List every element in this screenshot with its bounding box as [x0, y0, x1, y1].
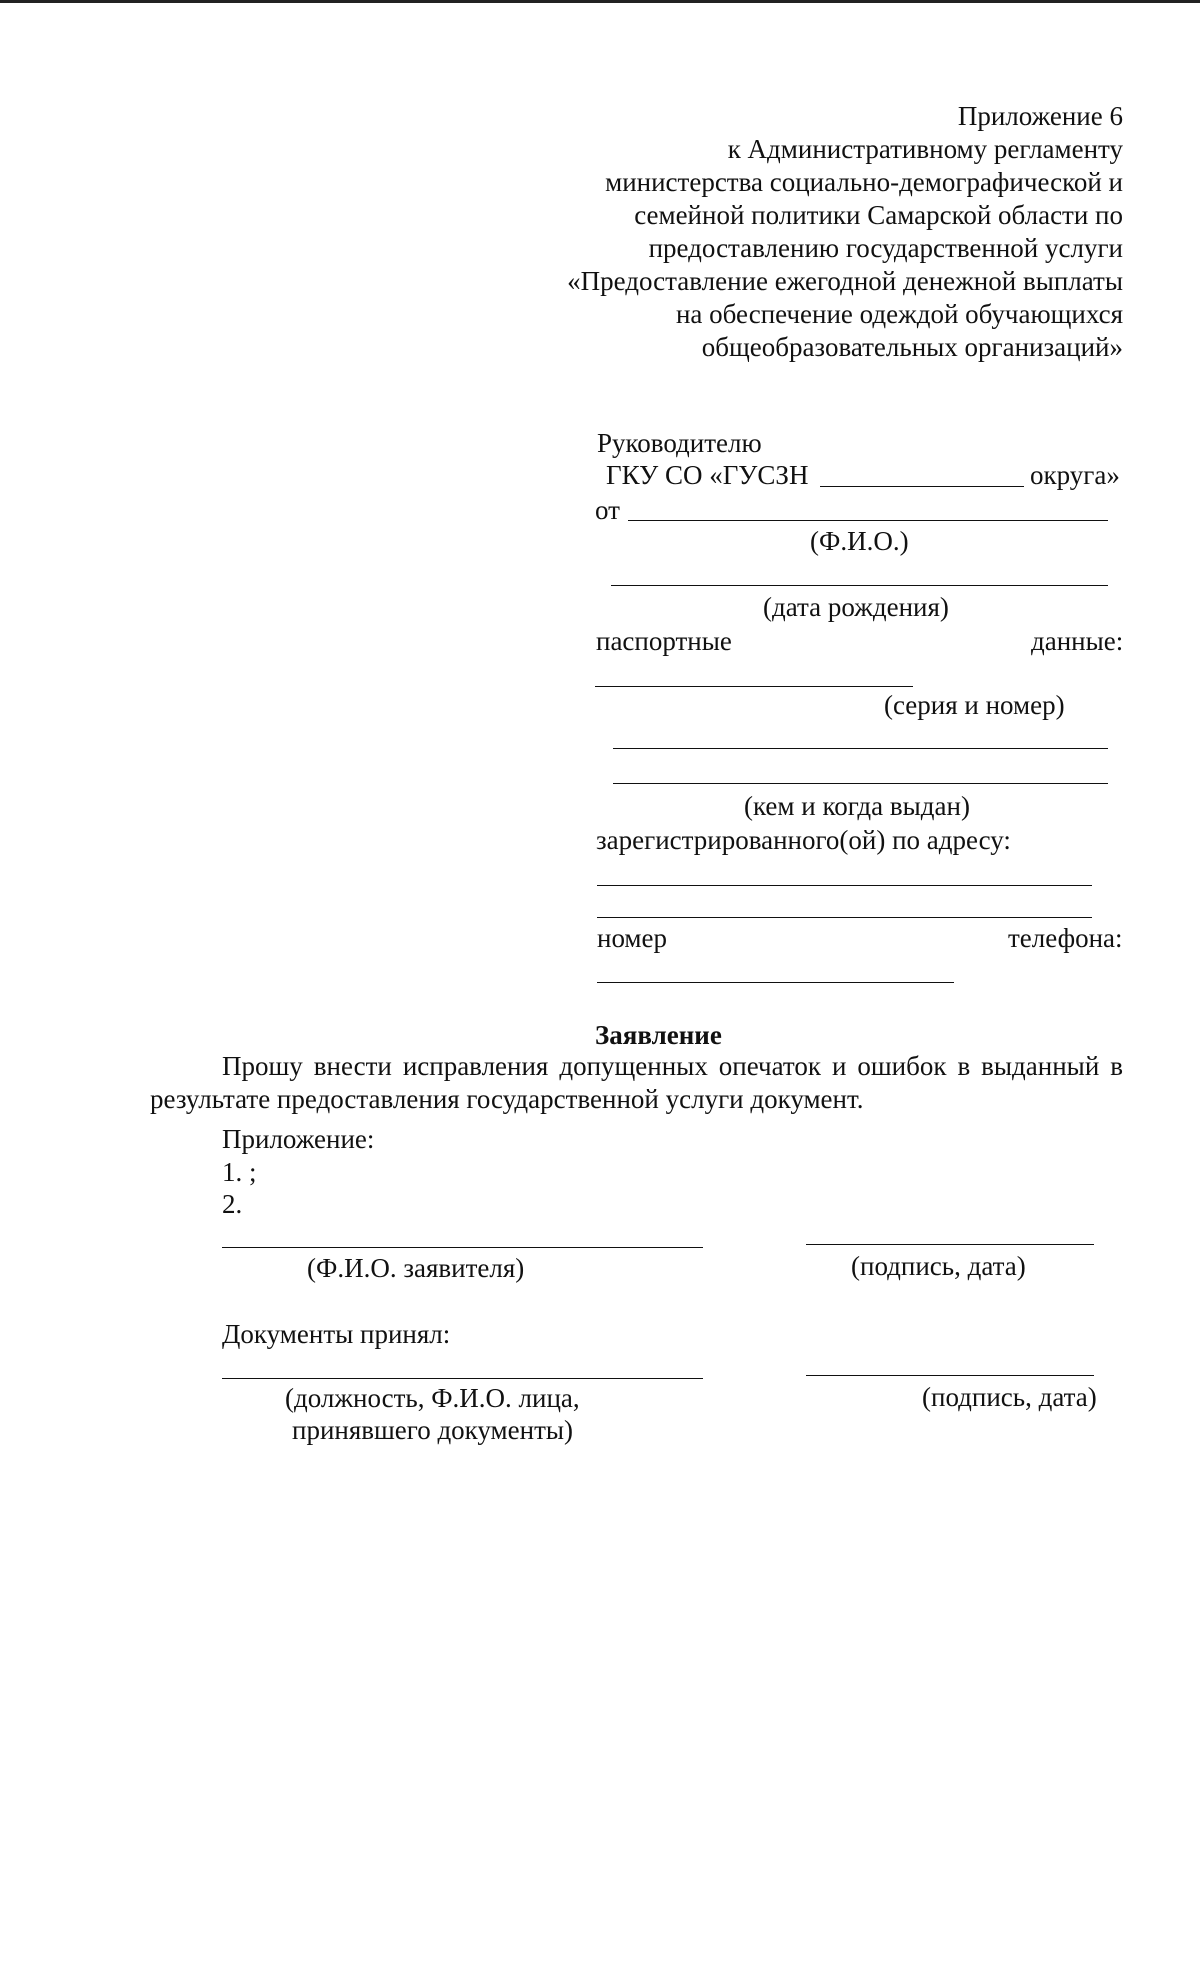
received-label: Документы принял:: [222, 1319, 451, 1349]
fio-caption: (Ф.И.О.): [810, 526, 909, 556]
applicant-caption: (Ф.И.О. заявителя): [307, 1253, 525, 1283]
header-line: «Предоставление ежегодной денежной выплаты: [567, 266, 1123, 296]
attachments-label: Приложение:: [222, 1124, 375, 1154]
address-field-2[interactable]: [597, 917, 1092, 918]
org-prefix: ГКУ СО «ГУСЗН: [606, 460, 809, 490]
passport-series-field[interactable]: [595, 686, 913, 687]
header-line: на обеспечение одеждой обучающихся: [675, 299, 1123, 329]
birth-date-field[interactable]: [611, 585, 1108, 586]
statement-body: Прошу внести исправления допущенных опечаток и ошибок в выданный в результате предоставления государственной услуги документ.: [150, 1051, 1123, 1114]
from-label: от: [595, 495, 620, 525]
applicant-signature-field[interactable]: [806, 1244, 1094, 1245]
official-caption-line-2: принявшего документы): [292, 1415, 574, 1445]
passport-issued-field-2[interactable]: [613, 783, 1108, 784]
attachment-item-1: 1. ;: [222, 1157, 257, 1187]
header-line: к Административному регламенту: [727, 134, 1123, 164]
issued-caption: (кем и когда выдан): [744, 791, 970, 821]
header-line: семейной политики Самарской области по: [634, 200, 1123, 230]
sign-date-caption: (подпись, дата): [851, 1251, 1026, 1281]
official-fio-field[interactable]: [222, 1378, 703, 1379]
to-label: Руководителю: [597, 428, 762, 458]
passport-issued-field-1[interactable]: [613, 748, 1108, 749]
header-line: Приложение 6: [957, 101, 1123, 131]
top-border: [0, 0, 1200, 3]
phone-field[interactable]: [597, 982, 954, 983]
official-caption-line-1: (должность, Ф.И.О. лица,: [285, 1383, 580, 1413]
passport-label-right: данные:: [1031, 626, 1124, 656]
attachment-item-2: 2.: [222, 1189, 243, 1219]
header-line: предоставлению государственной услуги: [648, 233, 1123, 263]
org-suffix: округа»: [1030, 460, 1120, 490]
phone-label-right: телефона:: [1008, 923, 1123, 953]
applicant-fio-field[interactable]: [222, 1247, 703, 1248]
phone-label-left: номер: [597, 923, 668, 953]
official-signature-field[interactable]: [806, 1375, 1094, 1376]
address-field-1[interactable]: [597, 885, 1092, 886]
series-caption: (серия и номер): [884, 690, 1065, 720]
fio-field[interactable]: [628, 520, 1108, 521]
header-line: министерства социально-демографической и: [605, 167, 1123, 197]
registered-label: зарегистрированного(ой) по адресу:: [596, 825, 1011, 855]
birth-caption: (дата рождения): [763, 592, 949, 622]
statement-title: Заявление: [595, 1020, 722, 1050]
appendix-header: [463, 100, 1123, 364]
district-field[interactable]: [820, 486, 1024, 487]
header-line: общеобразовательных организаций»: [701, 332, 1123, 362]
passport-label-left: паспортные: [596, 626, 732, 656]
sign-date-caption: (подпись, дата): [922, 1382, 1097, 1412]
